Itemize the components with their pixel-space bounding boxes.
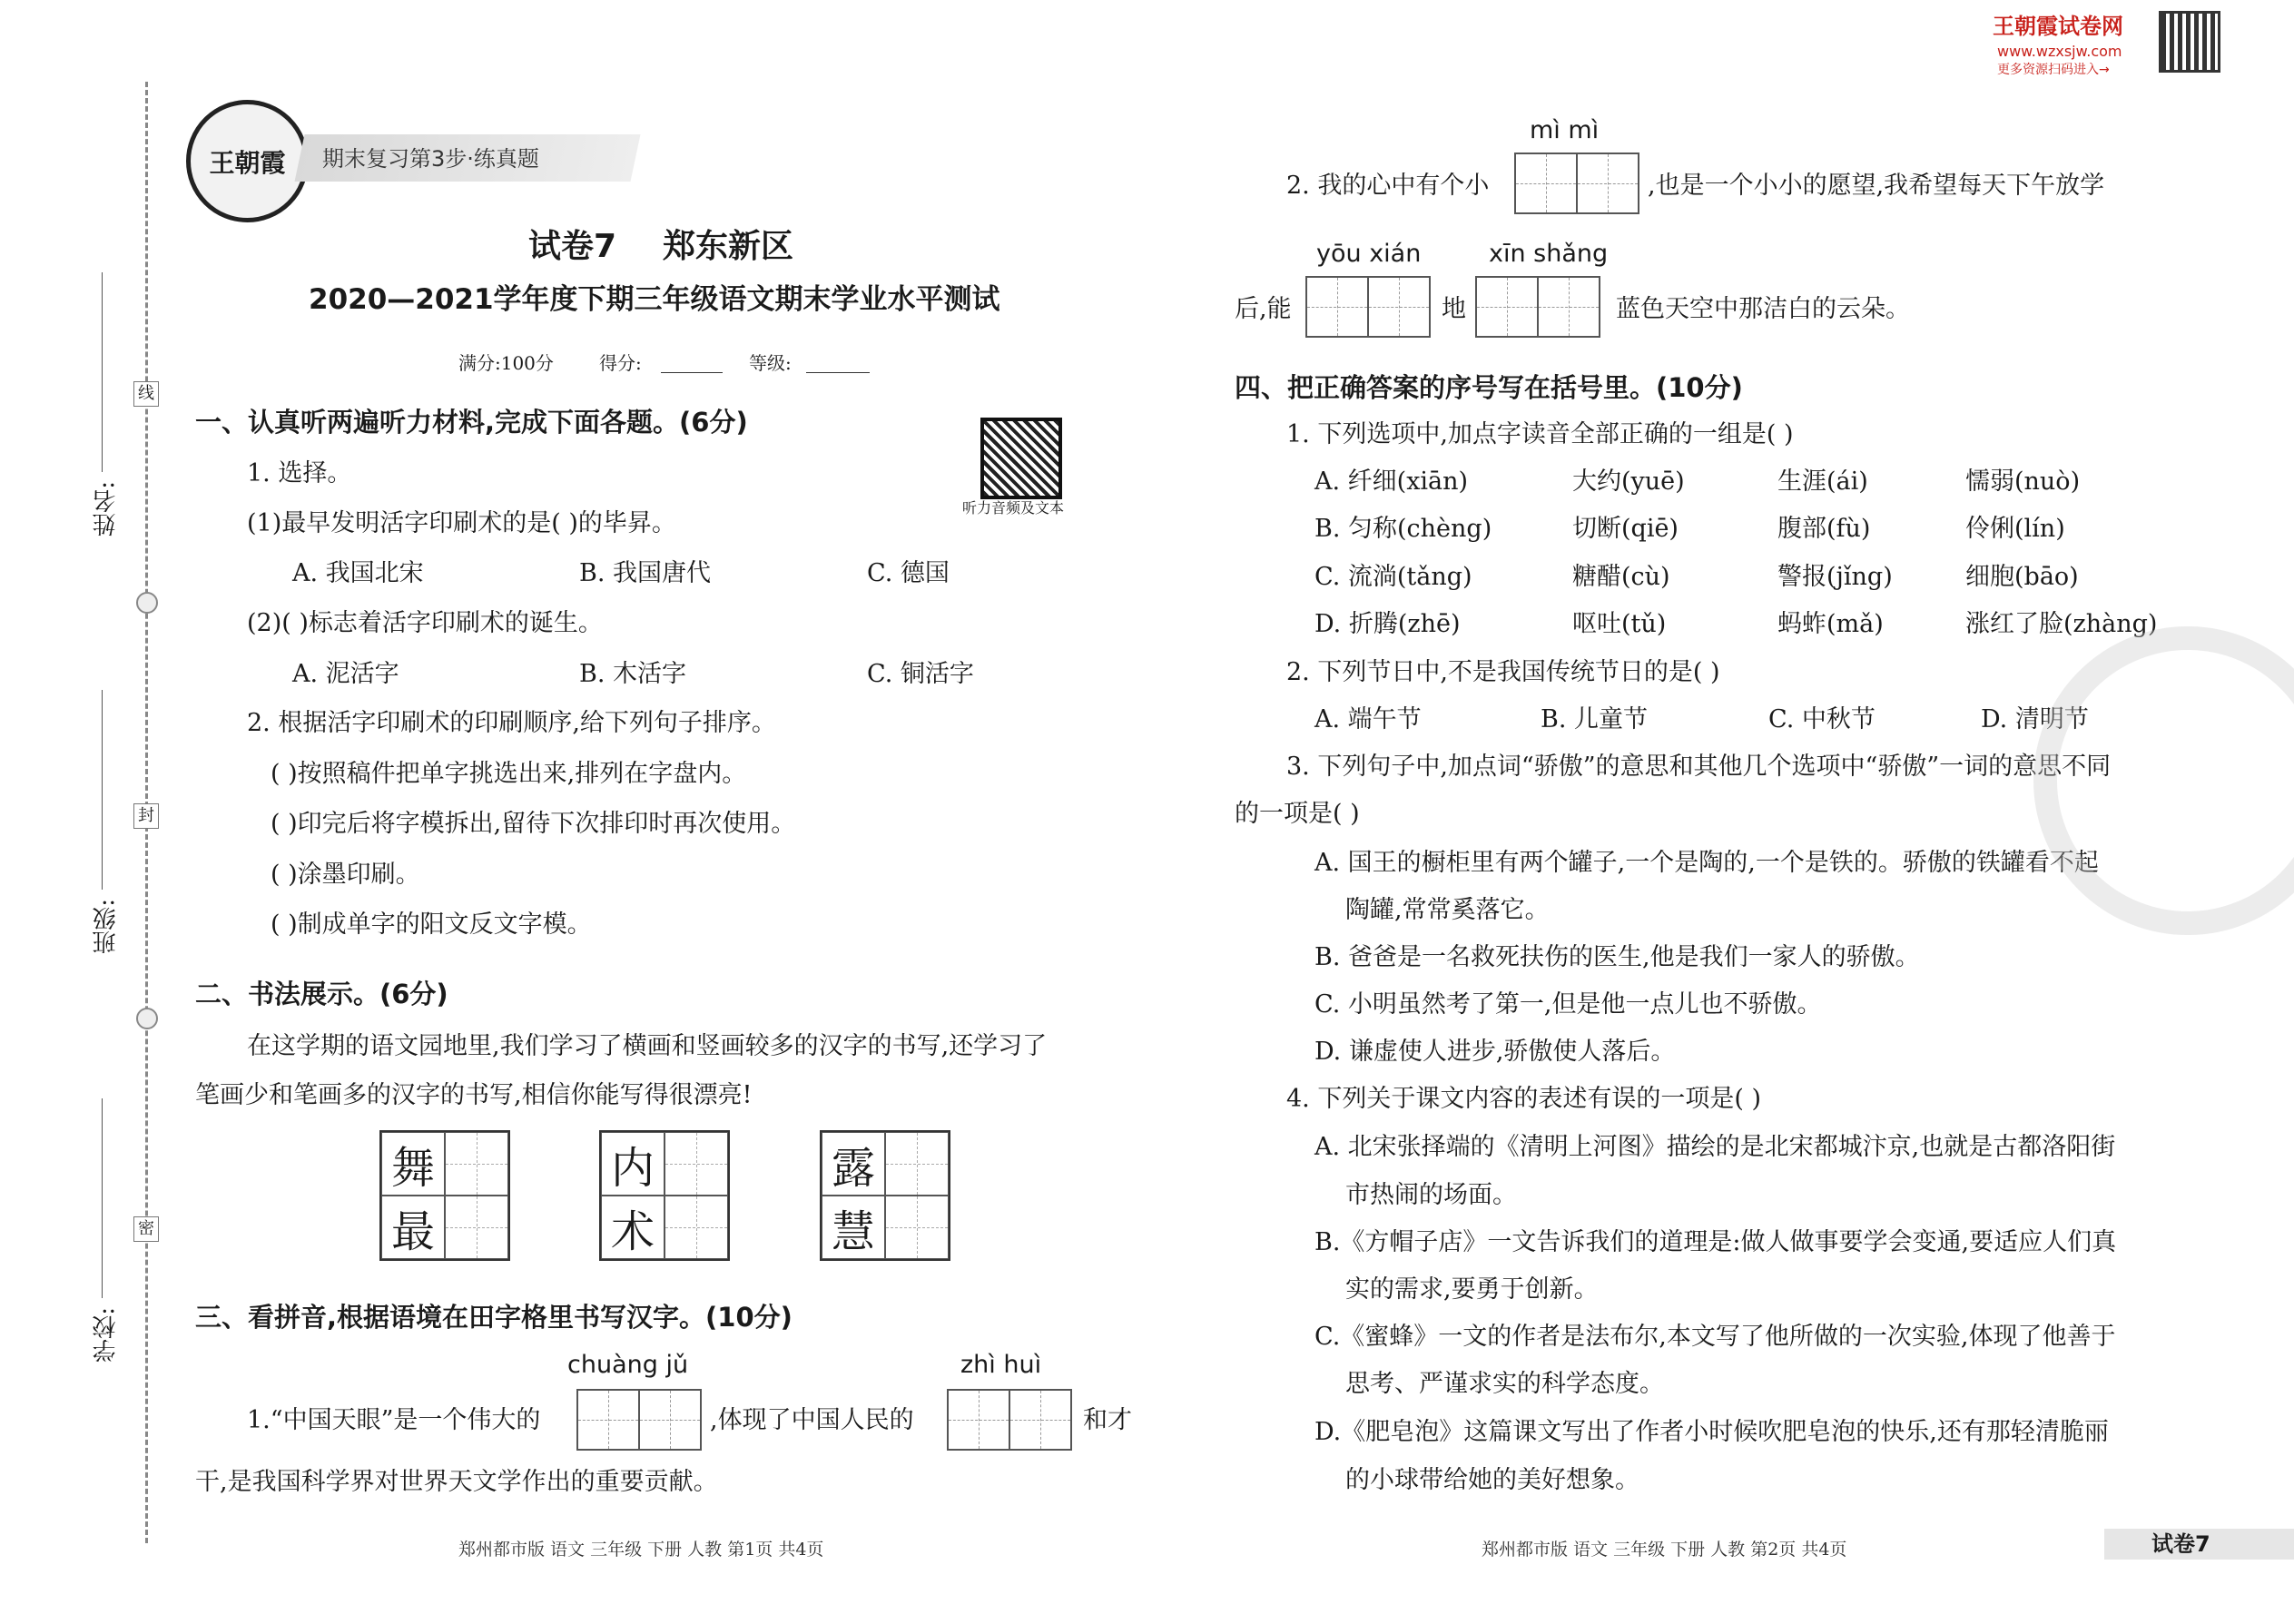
s2-text-line2: 笔画少和笔画多的汉字的书写,相信你能写得很漂亮! [195,1081,753,1109]
s1-q2-item-1[interactable]: ( )按照稿件把单字挑选出来,排列在字盘内。 [271,760,747,788]
s4-q4: 4. 下列关于课文内容的表述有误的一项是( ) [1286,1085,1761,1113]
binding-ornament-2 [136,1008,158,1029]
school-label: 学校: [93,1307,120,1363]
section3-heading: 三、看拼音,根据语境在田字格里书写汉字。(10分) [195,1302,793,1333]
s4-q1-row-d-4: 涨红了脸(zhàng) [1965,610,2158,638]
exam-region: 郑东新区 [663,228,794,265]
s3-q2-part1: 2. 我的心中有个小 [1286,172,1490,200]
s4-q1-row-c-1[interactable]: C. 流淌(tǎng) [1314,563,1472,591]
s1-q1b: (2)( )标志着活字印刷术的诞生。 [247,609,603,637]
s1-q1a-option-b[interactable]: B. 我国唐代 [579,559,712,587]
listening-qr-code[interactable] [980,418,1062,499]
calligraphy-grid-1[interactable] [379,1130,510,1261]
page-tab-label: 试卷7 [2151,1531,2210,1557]
s4-q2-option-c[interactable]: C. 中秋节 [1768,705,1876,733]
qr-caption: 听力音频及文本 [962,499,1065,517]
s4-q1-row-c-4: 细胞(bāo) [1965,563,2079,591]
calligraphy-char: 慧 [822,1196,885,1259]
section4-heading: 四、把正确答案的序号写在括号里。(10分) [1235,372,1743,403]
calligraphy-grid-2[interactable] [599,1130,730,1261]
s4-q3-option-a-line1[interactable]: A. 国王的橱柜里有两个罐子,一个是陶的,一个是铁的。骄傲的铁罐看不起 [1314,849,2099,877]
s4-q2: 2. 下列节日中,不是我国传统节日的是( ) [1286,658,1720,686]
s4-q3-option-c[interactable]: C. 小明虽然考了第一,但是他一点儿也不骄傲。 [1314,990,1822,1019]
s3-q1-part2: ,体现了中国人民的 [710,1406,914,1434]
calligraphy-grid-3[interactable] [820,1130,950,1261]
pinyin-xinshang: xīn shǎng [1489,240,1609,268]
s4-q1-row-a-1[interactable]: A. 纤细(xiān) [1314,468,1469,496]
name-field[interactable] [102,272,103,472]
s3-q2-part2: ,也是一个小小的愿望,我希望每天下午放学 [1648,172,2105,200]
section2-heading: 二、书法展示。(6分) [195,979,448,1009]
s4-q1-row-a-4: 懦弱(nuò) [1965,468,2081,496]
s3-q2-line2b: 地 [1442,295,1466,323]
s4-q1-row-b-3: 腹部(fù) [1777,515,1871,543]
s1-q1b-option-a[interactable]: A. 泥活字 [292,660,399,688]
calligraphy-blank[interactable] [885,1196,949,1259]
class-field[interactable] [102,690,103,890]
s4-q3-line1: 3. 下列句子中,加点词“骄傲”的意思和其他几个选项中“骄傲”一词的意思不同 [1286,753,2112,781]
binding-ornament-1 [136,592,158,614]
binding-seal-secret: 密 [133,1216,159,1242]
watermark-qr-code[interactable] [2159,11,2220,73]
s4-q1-row-d-2: 呕吐(tǔ) [1572,610,1667,638]
s4-q1-row-c-3: 警报(jǐng) [1777,563,1893,591]
s3-q2-line2c: 蓝色天空中那洁白的云朵。 [1616,295,1910,323]
stamp-watermark-icon [2033,626,2294,935]
pinyin-youxian: yōu xián [1316,240,1422,268]
watermark-url: www.wzxsjw.com [1997,43,2122,60]
footer-left: 郑州都市版 语文 三年级 下册 人教 第1页 共4页 [458,1540,824,1560]
s4-q4-option-c-line1[interactable]: C.《蜜蜂》一文的作者是法布尔,本文写了他所做的一次实验,体现了他善于 [1314,1323,2116,1351]
brand-badge-text: 王朝霞 [209,147,286,178]
s4-q1-row-b-4: 伶俐(lín) [1965,515,2065,543]
s4-q3-option-a-line2: 陶罐,常常奚落它。 [1345,896,1550,924]
tianzige-zhihui[interactable] [947,1389,1072,1451]
section1-heading: 一、认真听两遍听力材料,完成下面各题。(6分) [195,407,748,438]
school-field[interactable] [102,1098,103,1298]
name-label: 姓名: [93,481,120,536]
tianzige-youxian[interactable] [1305,276,1431,338]
grade-blank[interactable] [806,372,870,373]
s1-q1a: (1)最早发明活字印刷术的是( )的毕昇。 [247,509,676,537]
s4-q4-option-b-line2: 实的需求,要勇于创新。 [1345,1275,1599,1304]
s4-q1: 1. 下列选项中,加点字读音全部正确的一组是( ) [1286,420,1794,448]
s4-q3-line2: 的一项是( ) [1235,800,1360,828]
s1-q2-item-2[interactable]: ( )印完后将字模拆出,留待下次排印时再次使用。 [271,810,796,838]
s1-q1b-option-b[interactable]: B. 木活字 [579,660,687,688]
pinyin-mimi: mì mì [1530,116,1600,144]
header-banner-text: 期末复习第3步·练真题 [322,146,539,172]
exam-number: 试卷7 [528,228,617,265]
s4-q3-option-b[interactable]: B. 爸爸是一名救死扶伤的医生,他是我们一家人的骄傲。 [1314,943,1920,971]
calligraphy-char: 内 [601,1132,665,1196]
s4-q2-option-a[interactable]: A. 端午节 [1314,705,1422,733]
calligraphy-char: 术 [601,1196,665,1259]
s3-q1-line2: 干,是我国科学界对世界天文学作出的重要贡献。 [195,1468,718,1496]
s1-q1a-option-c[interactable]: C. 德国 [867,559,950,587]
s1-q1b-option-c[interactable]: C. 铜活字 [867,660,974,688]
s4-q1-row-d-1[interactable]: D. 折腾(zhē) [1314,610,1461,638]
s4-q1-row-a-3: 生涯(ái) [1777,468,1868,496]
footer-right: 郑州都市版 语文 三年级 下册 人教 第2页 共4页 [1482,1540,1847,1560]
tianzige-chuangju[interactable] [576,1389,702,1451]
s3-q1-part3: 和才 [1083,1406,1132,1434]
score-blank[interactable] [661,372,723,373]
s4-q4-option-c-line2: 思考、严谨求实的科学态度。 [1345,1370,1664,1398]
full-score: 满分:100分 [458,352,554,374]
s4-q1-row-b-1[interactable]: B. 匀称(chèng) [1314,515,1492,543]
s4-q2-option-d[interactable]: D. 清明节 [1981,705,2089,733]
s4-q2-option-b[interactable]: B. 儿童节 [1541,705,1649,733]
calligraphy-blank[interactable] [445,1132,508,1196]
s1-q2-item-4[interactable]: ( )制成单字的阳文反文字模。 [271,910,592,939]
s1-q1: 1. 选择。 [247,459,352,487]
calligraphy-blank[interactable] [665,1196,728,1259]
s4-q4-option-a-line2: 市热闹的场面。 [1345,1181,1517,1209]
calligraphy-char: 舞 [381,1132,445,1196]
class-label: 班级: [93,899,120,954]
watermark-note: 更多资源扫码进入→ [1997,63,2110,77]
binding-seal-line: 线 [133,381,159,407]
score-label: 得分: [599,352,642,374]
s1-q2-item-3[interactable]: ( )涂墨印刷。 [271,861,420,889]
tianzige-mimi[interactable] [1514,153,1639,214]
s4-q4-option-d-line1[interactable]: D.《肥皂泡》这篇课文写出了作者小时候吹肥皂泡的快乐,还有那轻清脆丽 [1314,1418,2109,1446]
watermark-brand: 王朝霞试卷网 [1993,14,2123,39]
calligraphy-char: 最 [381,1196,445,1259]
calligraphy-char: 露 [822,1132,885,1196]
s4-q1-row-b-2: 切断(qiē) [1572,515,1679,543]
s4-q4-option-b-line1[interactable]: B.《方帽子店》一文告诉我们的道理是:做人做事要学会变通,要适应人们真 [1314,1228,2117,1256]
s1-q2: 2. 根据活字印刷术的印刷顺序,给下列句子排序。 [247,709,776,737]
s4-q4-option-d-line2: 的小球带给她的美好想象。 [1345,1466,1639,1494]
calligraphy-blank[interactable] [665,1132,728,1196]
binding-seal-seal: 封 [133,803,159,829]
s2-text-line1: 在这学期的语文园地里,我们学习了横画和竖画较多的汉字的书写,还学习了 [247,1032,1048,1060]
s1-q1a-option-a[interactable]: A. 我国北宋 [292,559,424,587]
grade-label: 等级: [749,352,792,374]
s4-q3-option-d[interactable]: D. 谦虚使人进步,骄傲使人落后。 [1314,1038,1676,1066]
s3-q2-line2a: 后,能 [1235,295,1292,323]
calligraphy-blank[interactable] [445,1196,508,1259]
s3-q1-part1: 1.“中国天眼”是一个伟大的 [247,1406,541,1434]
s4-q4-option-a-line1[interactable]: A. 北宋张择端的《清明上河图》描绘的是北宋都城汴京,也就是古都洛阳街 [1314,1133,2116,1161]
s4-q1-row-c-2: 糖醋(cù) [1572,563,1670,591]
pinyin-zhihui: zhì huì [960,1351,1042,1379]
s4-q1-row-d-3: 蚂蚱(mǎ) [1777,610,1884,638]
pinyin-chuangju: chuàng jǔ [567,1351,689,1379]
tianzige-xinshang[interactable] [1475,276,1600,338]
brand-badge [186,100,309,222]
s4-q1-row-a-2: 大约(yuē) [1572,468,1685,496]
exam-subtitle: 2020—2021学年度下期三年级语文期末学业水平测试 [309,283,1000,316]
calligraphy-blank[interactable] [885,1132,949,1196]
